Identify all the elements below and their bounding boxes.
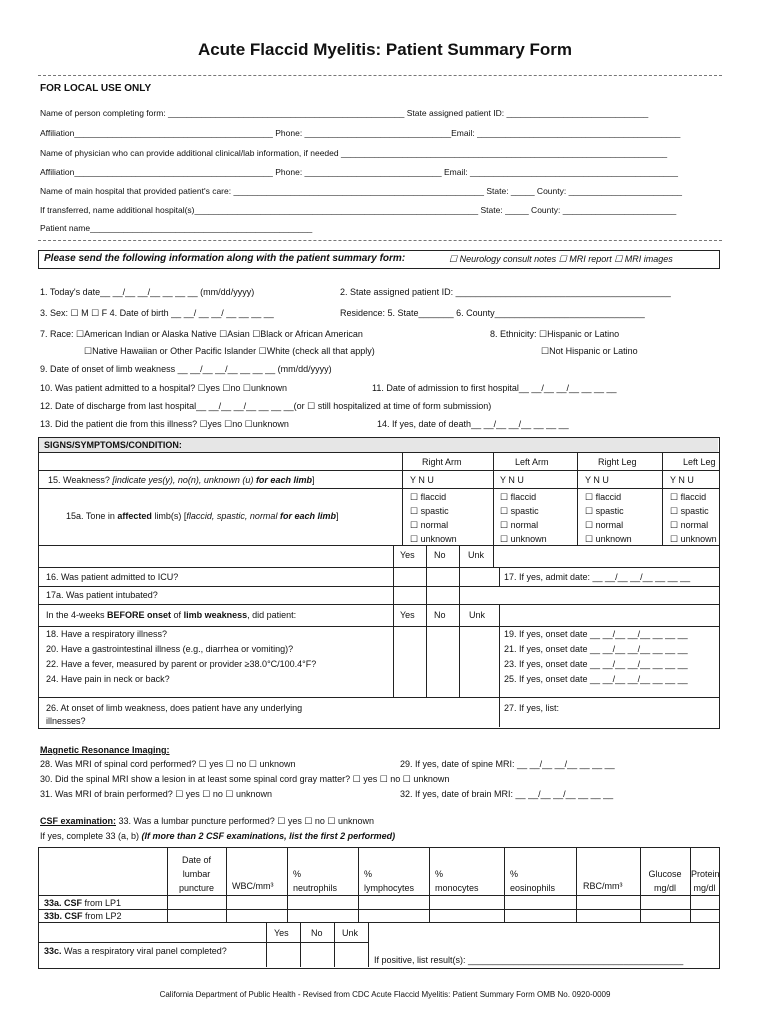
- q8-ethnicity-cont[interactable]: ☐Not Hispanic or Latino: [541, 346, 638, 356]
- tone-options-left-leg[interactable]: ☐ flaccid ☐ spastic ☐ normal ☐ unknown: [670, 492, 717, 544]
- q24-pain: 24. Have pain in neck or back?: [46, 674, 170, 684]
- csf-header: CSF examination:: [40, 816, 117, 826]
- mri-header: Magnetic Resonance Imaging:: [40, 745, 170, 755]
- q22-fever: 22. Have a fever, measured by parent or provider ≥38.0°C/100.4°F?: [46, 659, 317, 669]
- q23-onset-date[interactable]: 23. If yes, onset date __ __/__ __/__ __ __ __: [504, 659, 688, 669]
- local-use-label: FOR LOCAL USE ONLY: [40, 83, 152, 94]
- csf-instructions: If yes, complete 33 (a, b) (If more than 2 CSF examinations, list the first 2 performed): [40, 831, 396, 841]
- transfer-hospital-line[interactable]: If transferred, name additional hospital(s)____________________________________________________________ State: _____ County: ________________________: [40, 205, 677, 215]
- q18-respiratory: 18. Have a respiratory illness?: [46, 629, 168, 639]
- col-yes: Yes: [400, 550, 415, 560]
- patient-name-line[interactable]: Patient name_______________________________________________: [40, 223, 313, 233]
- col-unk-33c: Unk: [342, 928, 359, 938]
- col-no-33c: No: [311, 928, 323, 938]
- row-33b: 33b. CSF from LP2: [44, 911, 122, 921]
- col-no-2: No: [434, 610, 446, 620]
- completer-line[interactable]: Name of person completing form: __________________________________________________ State assigned patient ID: ______________________________: [40, 108, 649, 118]
- q32-brain-mri-date[interactable]: 32. If yes, date of brain MRI: __ __/__ __/__ __ __ __: [400, 789, 614, 799]
- col-monocytes: % monocytes: [435, 869, 479, 893]
- q15-weakness: 15. Weakness? [indicate yes(y), no(n), unknown (u) for each limb]: [48, 475, 315, 485]
- col-no: No: [434, 550, 446, 560]
- col-glucose: Glucose mg/dl: [648, 869, 682, 893]
- tone-options-right-leg[interactable]: ☐ flaccid ☐ spastic ☐ normal ☐ unknown: [585, 492, 632, 544]
- q27-list[interactable]: 27. If yes, list:: [504, 703, 560, 713]
- affiliation-line-1[interactable]: Affiliation__________________________________________ Phone: _______________________________Email: ___________________________________________: [40, 128, 681, 138]
- ynu-left-arm[interactable]: Y N U: [500, 475, 524, 485]
- col-lymphocytes: % lymphocytes: [364, 869, 415, 893]
- q17-admit-date[interactable]: 17. If yes, admit date: __ __/__ __/__ __ __ __: [504, 572, 691, 582]
- col-date-lp: Date of lumbar puncture: [178, 855, 215, 893]
- q17a-intubated: 17a. Was patient intubated?: [46, 590, 158, 600]
- ynu-right-arm[interactable]: Y N U: [410, 475, 434, 485]
- q26-underlying: 26. At onset of limb weakness, does patient have any underlying: [46, 703, 303, 713]
- send-info-box: [38, 250, 720, 269]
- col-wbc: WBC/mm³: [232, 881, 274, 891]
- limb-left-arm: Left Arm: [515, 457, 549, 467]
- page-title: Acute Flaccid Myelitis: Patient Summary Form: [197, 40, 573, 59]
- tone-options-right-arm[interactable]: ☐ flaccid ☐ spastic ☐ normal ☐ unknown: [410, 492, 457, 544]
- limb-left-leg: Left Leg: [683, 457, 716, 467]
- q2-state-id[interactable]: 2. State assigned patient ID: ___________________________________________: [340, 287, 671, 297]
- four-weeks-heading: In the 4-weeks BEFORE onset of limb weakness, did patient:: [46, 610, 297, 620]
- q11-admission-date[interactable]: 11. Date of admission to first hospital__ __/__ __/__ __ __ __: [372, 383, 617, 393]
- q25-onset-date[interactable]: 25. If yes, onset date __ __/__ __/__ __ __ __: [504, 674, 688, 684]
- q16-icu: 16. Was patient admitted to ICU?: [46, 572, 179, 582]
- affiliation-line-2[interactable]: Affiliation__________________________________________ Phone: _____________________________ Email: ____________________________________________: [40, 167, 678, 177]
- q20-gi: 20. Have a gastrointestinal illness (e.g., diarrhea or vomiting)?: [46, 644, 294, 654]
- q33-lumbar-puncture[interactable]: CSF examination: 33. Was a lumbar puncture performed? ☐ yes ☐ no ☐ unknown: [40, 816, 375, 826]
- physician-line[interactable]: Name of physician who can provide additional clinical/lab information, if needed _____________________________________________________________________: [40, 148, 668, 158]
- col-yes-33c: Yes: [274, 928, 289, 938]
- col-eosinophils: % eosinophils: [510, 869, 556, 893]
- positive-results[interactable]: If positive, list result(s): ___________________________________________: [374, 955, 684, 965]
- q5-residence[interactable]: Residence: 5. State_______ 6. County______________________________: [340, 308, 645, 318]
- send-info-options[interactable]: ☐ Neurology consult notes ☐ MRI report ☐ MRI images: [449, 254, 673, 264]
- q7-race[interactable]: 7. Race: ☐American Indian or Alaska Native ☐Asian ☐Black or African American: [40, 329, 363, 339]
- col-unk: Unk: [468, 550, 485, 560]
- col-protein: Protein mg/dl: [691, 869, 720, 893]
- limb-right-leg: Right Leg: [598, 457, 637, 467]
- q14-death-date[interactable]: 14. If yes, date of death__ __/__ __/__ __ __ __: [377, 419, 569, 429]
- col-rbc: RBC/mm³: [583, 881, 623, 891]
- q15a-tone: 15a. Tone in affected limb(s) [flaccid, spastic, normal for each limb]: [66, 511, 339, 521]
- signs-header: SIGNS/SYMPTOMS/CONDITION:: [44, 440, 182, 450]
- divider: [38, 240, 722, 241]
- q21-onset-date[interactable]: 21. If yes, onset date __ __/__ __/__ __ __ __: [504, 644, 688, 654]
- limb-right-arm: Right Arm: [422, 457, 462, 467]
- divider: [38, 75, 722, 76]
- q3-sex-dob[interactable]: 3. Sex: ☐ M ☐ F 4. Date of birth __ __/ __ __/ __ __ __ __: [40, 308, 274, 318]
- footer: California Department of Public Health - Revised from CDC Acute Flaccid Myelitis: Patient Summary Form OMB No. 0920-0009: [159, 990, 611, 999]
- send-info-lead: Please send the following information along with the patient summary form:: [44, 253, 406, 264]
- ynu-left-leg[interactable]: Y N U: [670, 475, 694, 485]
- q28-spinal-mri[interactable]: 28. Was MRI of spinal cord performed? ☐ yes ☐ no ☐ unknown: [40, 759, 296, 769]
- q9-onset-date[interactable]: 9. Date of onset of limb weakness __ __/__ __/__ __ __ __ (mm/dd/yyyy): [40, 364, 332, 374]
- q30-lesion[interactable]: 30. Did the spinal MRI show a lesion in at least some spinal cord gray matter? ☐ yes ☐ no ☐ unknown: [40, 774, 450, 784]
- q8-ethnicity[interactable]: 8. Ethnicity: ☐Hispanic or Latino: [490, 329, 620, 339]
- q31-brain-mri[interactable]: 31. Was MRI of brain performed? ☐ yes ☐ no ☐ unknown: [40, 789, 272, 799]
- tone-options-left-arm[interactable]: ☐ flaccid ☐ spastic ☐ normal ☐ unknown: [500, 492, 547, 544]
- col-neutrophils: % neutrophils: [293, 869, 338, 893]
- q19-onset-date[interactable]: 19. If yes, onset date __ __/__ __/__ __ __ __: [504, 629, 688, 639]
- q33c-viral-panel: 33c. Was a respiratory viral panel completed?: [44, 946, 227, 956]
- row-33a: 33a. CSF from LP1: [44, 898, 122, 908]
- hospital-line[interactable]: Name of main hospital that provided patient's care: _____________________________________________________ State: _____ County: ________________________: [40, 186, 683, 196]
- q1-todays-date[interactable]: 1. Today's date__ __/__ __/__ __ __ __ (mm/dd/yyyy): [40, 287, 255, 297]
- col-yes-2: Yes: [400, 610, 415, 620]
- q12-discharge-date[interactable]: 12. Date of discharge from last hospital__ __/__ __/__ __ __ __(or ☐ still hospitalized at time of form submission): [40, 401, 492, 411]
- q29-spine-mri-date[interactable]: 29. If yes, date of spine MRI: __ __/__ __/__ __ __ __: [400, 759, 615, 769]
- q13-died[interactable]: 13. Did the patient die from this illness? ☐yes ☐no ☐unknown: [40, 419, 289, 429]
- q10-admitted[interactable]: 10. Was patient admitted to a hospital? ☐yes ☐no ☐unknown: [40, 383, 288, 393]
- q7-race-cont[interactable]: ☐Native Hawaiian or Other Pacific Islander ☐White (check all that apply): [84, 346, 375, 356]
- q26-underlying-cont: illnesses?: [46, 716, 86, 726]
- ynu-right-leg[interactable]: Y N U: [585, 475, 609, 485]
- col-unk-2: Unk: [469, 610, 486, 620]
